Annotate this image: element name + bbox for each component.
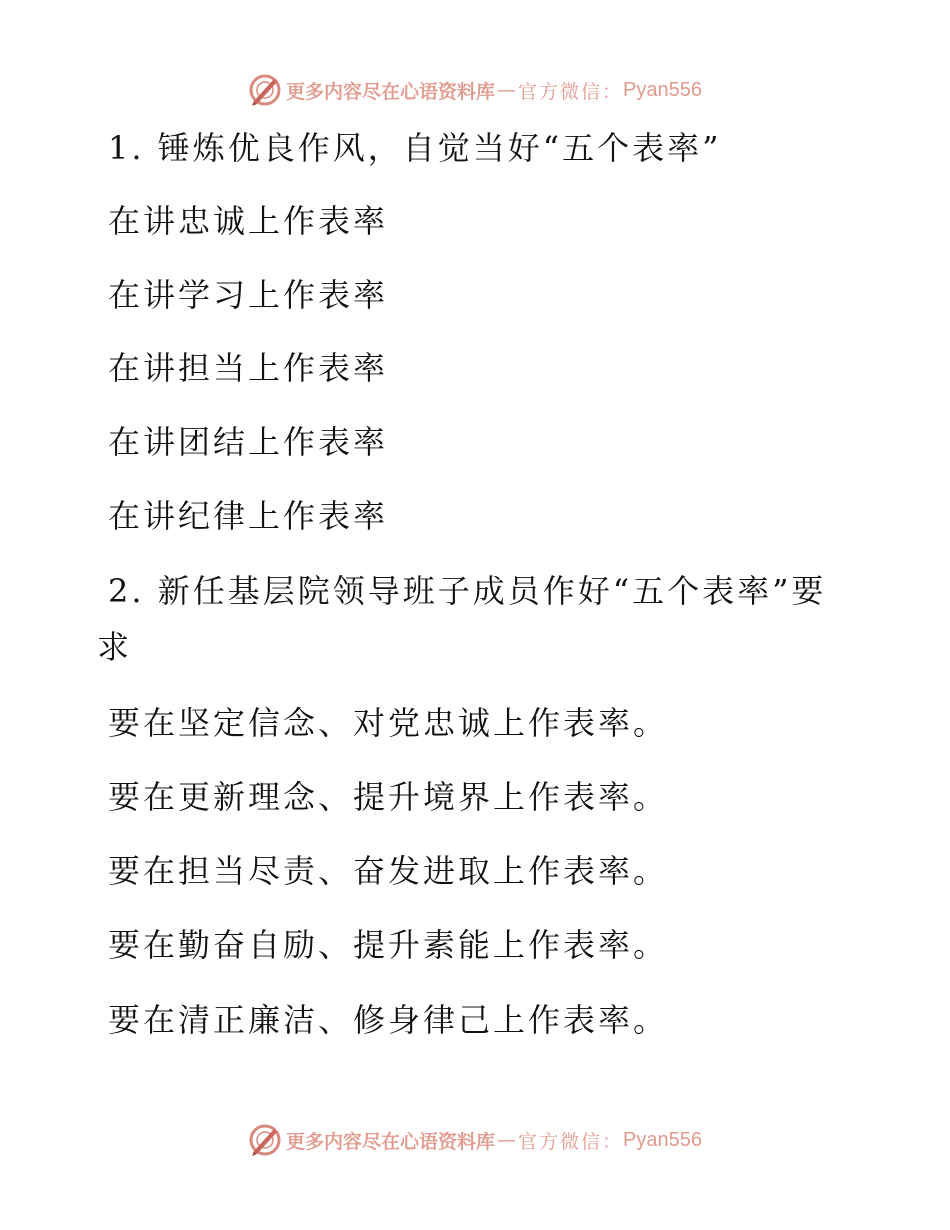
pen-logo-icon [248,73,282,107]
list-item: 在讲纪律上作表率 [108,497,389,535]
watermark-wechat-id: Pyan556 [623,78,702,101]
footer-watermark [0,1120,950,1160]
watermark-wechat-label: 官方微信： [518,80,624,103]
list-item: 在讲忠诚上作表率 [108,202,389,240]
watermark-separator: — [497,79,517,101]
watermark-wechat-label: 官方微信： [518,1130,624,1153]
list-item: 要在清正廉洁、修身律己上作表率。 [108,1001,669,1039]
section-heading-2: 2. 新任基层院领导班子成员作好“五个表率”要 [108,572,827,610]
list-item: 在讲团结上作表率 [108,423,389,461]
watermark-text: 更多内容尽在心语资料库 [286,1130,496,1153]
list-item: 要在勤奋自励、提升素能上作表率。 [108,926,669,964]
watermark-separator: — [497,1129,517,1151]
section-heading-1: 1. 锤炼优良作风，自觉当好“五个表率” [108,129,722,167]
watermark-wechat-id: Pyan556 [623,1128,702,1151]
list-item: 要在更新理念、提升境界上作表率。 [108,778,669,816]
watermark-text: 更多内容尽在心语资料库 [286,80,496,103]
list-item: 要在担当尽责、奋发进取上作表率。 [108,852,669,890]
list-item: 要在坚定信念、对党忠诚上作表率。 [108,704,669,742]
section-heading-2-continued: 求 [97,628,133,666]
header-watermark [0,70,950,110]
list-item: 在讲学习上作表率 [108,276,389,314]
list-item: 在讲担当上作表率 [108,349,389,387]
pen-logo-icon [248,1123,282,1157]
